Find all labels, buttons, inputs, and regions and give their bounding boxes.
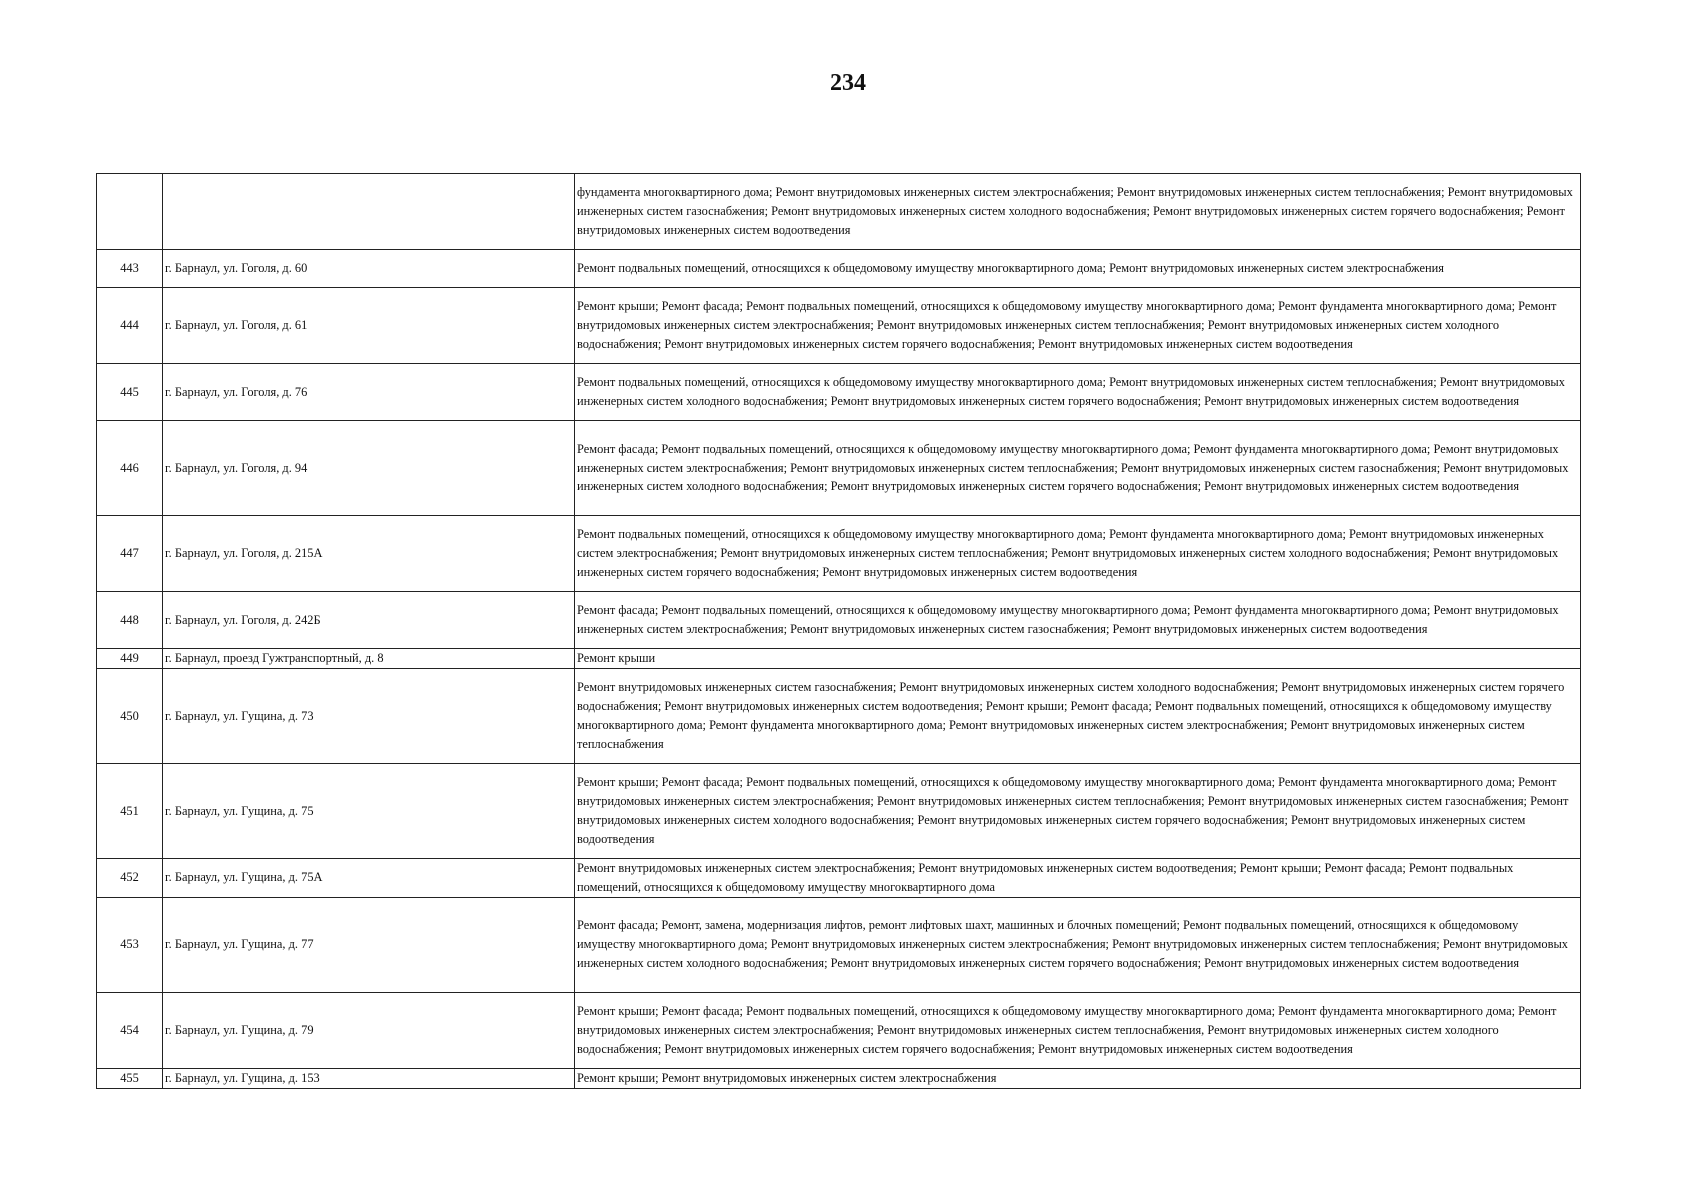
table-row xyxy=(97,764,1581,859)
row-works: Ремонт фасада; Ремонт подвальных помещений, относящихся к общедомовому имуществу многоквартирного дома; Ремонт фундамента многоквартирного дома; Ремонт внутридомовых инженерных систем электроснабжения; Ремонт внутридомовых инженерных систем теплоснабжения; Ремонт внутридомовых инженерных систем газоснабжения; Ремонт внутридомовых инженерных систем холодного водоснабжения; Ремонт внутридомовых инженерных систем горячего водоснабжения; Ремонт внутридомовых инженерных систем водоотведения xyxy=(575,421,1581,516)
row-works: Ремонт крыши; Ремонт фасада; Ремонт подвальных помещений, относящихся к общедомовому имуществу многоквартирного дома; Ремонт фундамента многоквартирного дома; Ремонт внутридомовых инженерных систем электроснабжения; Ремонт внутридомовых инженерных систем теплоснабжения; Ремонт внутридомовых инженерных систем газоснабжения; Ремонт внутридомовых инженерных систем холодного водоснабжения; Ремонт внутридомовых инженерных систем горячего водоснабжения; Ремонт внутридомовых инженерных систем водоотведения xyxy=(575,764,1581,859)
row-number: 445 xyxy=(97,364,163,421)
row-address: г. Барнаул, проезд Гужтранспортный, д. 8 xyxy=(163,649,575,669)
table-row xyxy=(97,421,1581,516)
row-address: г. Барнаул, ул. Гоголя, д. 242Б xyxy=(163,592,575,649)
row-address: г. Барнаул, ул. Гоголя, д. 76 xyxy=(163,364,575,421)
repair-registry-table xyxy=(96,173,1581,1089)
page-number: 234 xyxy=(830,70,866,96)
row-number: 447 xyxy=(97,516,163,592)
row-number: 452 xyxy=(97,859,163,898)
table-row xyxy=(97,516,1581,592)
row-works: фундамента многоквартирного дома; Ремонт внутридомовых инженерных систем электроснабжения; Ремонт внутридомовых инженерных систем теплоснабжения; Ремонт внутридомовых инженерных систем газоснабжения; Ремонт внутридомовых инженерных систем холодного водоснабжения; Ремонт внутридомовых инженерных систем горячего водоснабжения; Ремонт внутридомовых инженерных систем водоотведения xyxy=(575,174,1581,250)
table-row xyxy=(97,592,1581,649)
row-address: г. Барнаул, ул. Гущина, д. 75 xyxy=(163,764,575,859)
row-number: 449 xyxy=(97,649,163,669)
row-number: 443 xyxy=(97,250,163,288)
row-number: 444 xyxy=(97,288,163,364)
table-row xyxy=(97,174,1581,250)
table-row xyxy=(97,669,1581,764)
row-works: Ремонт подвальных помещений, относящихся к общедомовому имуществу многоквартирного дома; Ремонт внутридомовых инженерных систем электроснабжения xyxy=(575,250,1581,288)
row-number: 448 xyxy=(97,592,163,649)
row-number: 453 xyxy=(97,897,163,992)
row-address: г. Барнаул, ул. Гущина, д. 77 xyxy=(163,897,575,992)
row-address: г. Барнаул, ул. Гущина, д. 153 xyxy=(163,1068,575,1088)
row-works: Ремонт внутридомовых инженерных систем газоснабжения; Ремонт внутридомовых инженерных систем холодного водоснабжения; Ремонт внутридомовых инженерных систем горячего водоснабжения; Ремонт внутридомовых инженерных систем водоотведения; Ремонт крыши; Ремонт фасада; Ремонт подвальных помещений, относящихся к общедомовому имуществу многоквартирного дома; Ремонт фундамента многоквартирного дома; Ремонт внутридомовых инженерных систем электроснабжения; Ремонт внутридомовых инженерных систем теплоснабжения xyxy=(575,669,1581,764)
row-address: г. Барнаул, ул. Гоголя, д. 94 xyxy=(163,421,575,516)
table-row xyxy=(97,992,1581,1068)
table-row xyxy=(97,1068,1581,1088)
row-works: Ремонт внутридомовых инженерных систем электроснабжения; Ремонт внутридомовых инженерных систем водоотведения; Ремонт крыши; Ремонт фасада; Ремонт подвальных помещений, относящихся к общедомовому имуществу многоквартирного дома xyxy=(575,859,1581,898)
row-address: г. Барнаул, ул. Гоголя, д. 60 xyxy=(163,250,575,288)
row-number: 451 xyxy=(97,764,163,859)
row-works: Ремонт крыши; Ремонт внутридомовых инженерных систем электроснабжения xyxy=(575,1068,1581,1088)
row-number: 446 xyxy=(97,421,163,516)
table-row xyxy=(97,897,1581,992)
row-works: Ремонт подвальных помещений, относящихся к общедомовому имуществу многоквартирного дома; Ремонт фундамента многоквартирного дома; Ремонт внутридомовых инженерных систем электроснабжения; Ремонт внутридомовых инженерных систем теплоснабжения; Ремонт внутридомовых инженерных систем холодного водоснабжения; Ремонт внутридомовых инженерных систем горячего водоснабжения; Ремонт внутридомовых инженерных систем водоотведения xyxy=(575,516,1581,592)
row-address: г. Барнаул, ул. Гоголя, д. 61 xyxy=(163,288,575,364)
table-row xyxy=(97,649,1581,669)
row-address: г. Барнаул, ул. Гущина, д. 73 xyxy=(163,669,575,764)
row-address: г. Барнаул, ул. Гущина, д. 75А xyxy=(163,859,575,898)
table-row xyxy=(97,288,1581,364)
row-works: Ремонт крыши; Ремонт фасада; Ремонт подвальных помещений, относящихся к общедомовому имуществу многоквартирного дома; Ремонт фундамента многоквартирного дома; Ремонт внутридомовых инженерных систем электроснабжения; Ремонт внутридомовых инженерных систем теплоснабжения, Ремонт внутридомовых инженерных систем холодного водоснабжения; Ремонт внутридомовых инженерных систем горячего водоснабжения; Ремонт внутридомовых инженерных систем водоотведения xyxy=(575,992,1581,1068)
row-works: Ремонт фасада; Ремонт подвальных помещений, относящихся к общедомовому имуществу многоквартирного дома; Ремонт фундамента многоквартирного дома; Ремонт внутридомовых инженерных систем электроснабжения; Ремонт внутридомовых инженерных систем газоснабжения; Ремонт внутридомовых инженерных систем водоотведения xyxy=(575,592,1581,649)
row-works: Ремонт крыши; Ремонт фасада; Ремонт подвальных помещений, относящихся к общедомовому имуществу многоквартирного дома; Ремонт фундамента многоквартирного дома; Ремонт внутридомовых инженерных систем электроснабжения; Ремонт внутридомовых инженерных систем теплоснабжения; Ремонт внутридомовых инженерных систем холодного водоснабжения; Ремонт внутридомовых инженерных систем горячего водоснабжения; Ремонт внутридомовых инженерных систем водоотведения xyxy=(575,288,1581,364)
row-address xyxy=(163,174,575,250)
table-row xyxy=(97,364,1581,421)
row-number: 454 xyxy=(97,992,163,1068)
table-row xyxy=(97,250,1581,288)
row-works: Ремонт подвальных помещений, относящихся к общедомовому имуществу многоквартирного дома; Ремонт внутридомовых инженерных систем теплоснабжения; Ремонт внутридомовых инженерных систем холодного водоснабжения; Ремонт внутридомовых инженерных систем горячего водоснабжения; Ремонт внутридомовых инженерных систем водоотведения xyxy=(575,364,1581,421)
table-row xyxy=(97,859,1581,898)
row-works: Ремонт крыши xyxy=(575,649,1581,669)
row-number: 455 xyxy=(97,1068,163,1088)
row-address: г. Барнаул, ул. Гоголя, д. 215А xyxy=(163,516,575,592)
row-number: 450 xyxy=(97,669,163,764)
row-works: Ремонт фасада; Ремонт, замена, модернизация лифтов, ремонт лифтовых шахт, машинных и блочных помещений; Ремонт подвальных помещений, относящихся к общедомовому имуществу многоквартирного дома; Ремонт внутридомовых инженерных систем электроснабжения; Ремонт внутридомовых инженерных систем теплоснабжения; Ремонт внутридомовых инженерных систем холодного водоснабжения; Ремонт внутридомовых инженерных систем горячего водоснабжения; Ремонт внутридомовых инженерных систем водоотведения xyxy=(575,897,1581,992)
row-address: г. Барнаул, ул. Гущина, д. 79 xyxy=(163,992,575,1068)
row-number xyxy=(97,174,163,250)
